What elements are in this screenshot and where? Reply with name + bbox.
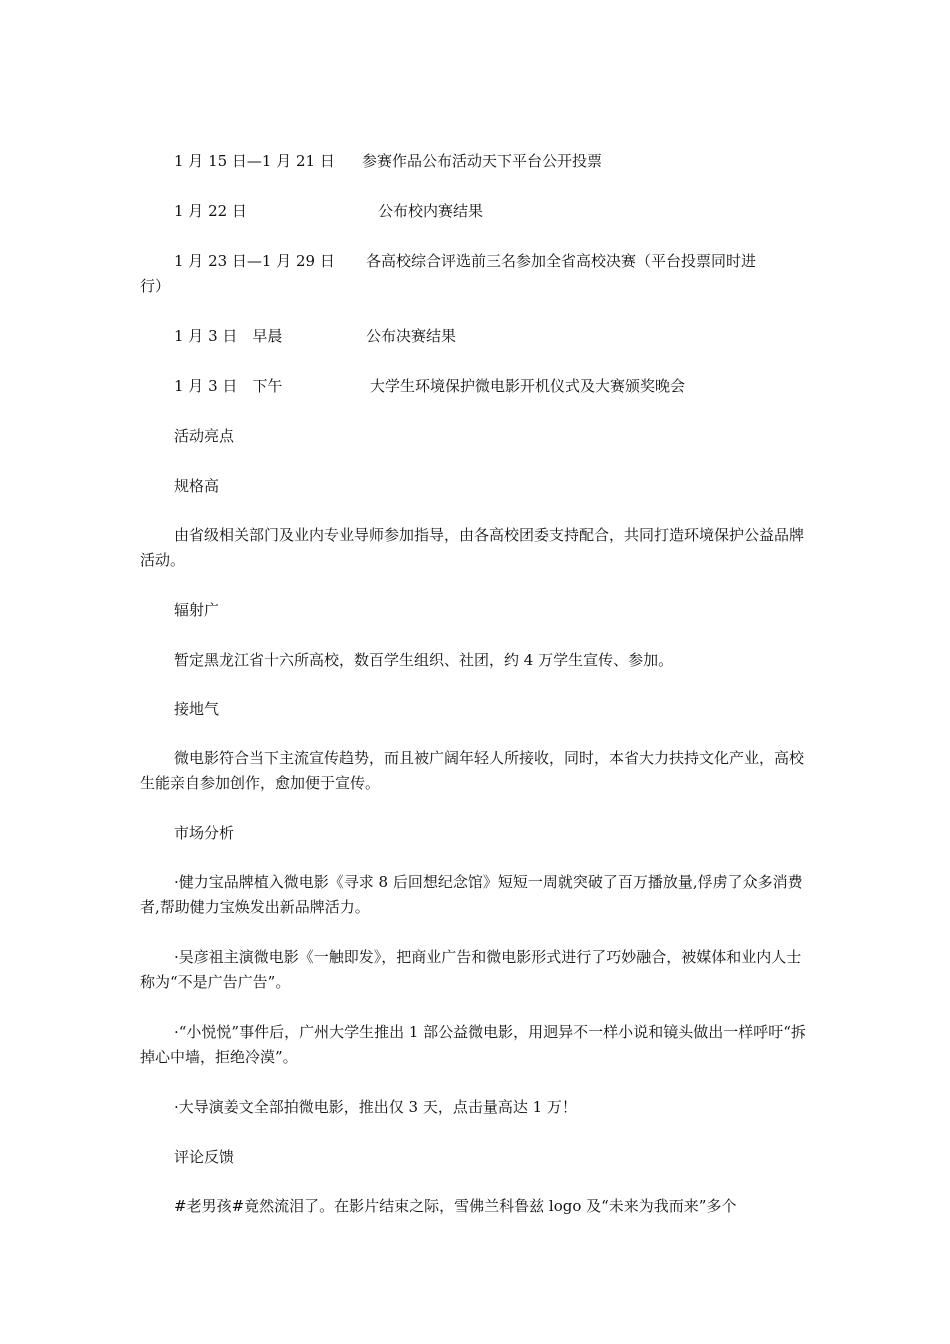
highlight-paragraph-1: 由省级相关部门及业内专业导师参加指导，由各高校团委支持配合，共同打造环境保护公益品牌活动。: [140, 526, 805, 569]
schedule-event-3: 各高校综合评选前三名参加全省高校决赛（平台投票同时进: [366, 252, 757, 270]
market-bullet-1: ·健力宝品牌植入微电影《寻求 8 后回想纪念馆》短短一周就突破了百万播放量,俘虏了众多消费者,帮助健力宝焕发出新品牌活力。: [140, 873, 803, 916]
highlight-heading-1: 规格高: [174, 477, 220, 495]
schedule-date-1: 1 月 15 日—1 月 21 日: [174, 152, 335, 170]
market-bullet-2: ·吴彦祖主演微电影《一触即发》，把商业广告和微电影形式进行了巧妙融合，被媒体和业内人士称为“不是广告广告”。: [140, 948, 802, 991]
schedule-event-5: 大学生环境保护微电影开机仪式及大赛颁奖晚会: [370, 377, 686, 395]
schedule-date-2: 1 月 22 日: [174, 202, 247, 220]
feedback-paragraph-1: #老男孩#竟然流泪了。在影片结束之际，雪佛兰科鲁兹 logo 及“未来为我而来”多个: [174, 1197, 737, 1215]
highlight-heading-3: 接地气: [174, 700, 220, 718]
section-title-market: 市场分析: [174, 824, 235, 842]
section-title-feedback: 评论反馈: [174, 1148, 235, 1166]
schedule-event-2: 公布校内赛结果: [378, 202, 484, 220]
schedule-event-4: 公布决赛结果: [366, 327, 457, 345]
schedule-event-1: 参赛作品公布活动天下平台公开投票: [362, 152, 603, 170]
market-bullet-3: ·“小悦悦”事件后，广州大学生推出 1 部公益微电影，用迥异不一样小说和镜头做出一样呼吁“拆掉心中墙，拒绝冷漠”。: [140, 1023, 806, 1066]
highlight-paragraph-2: 暂定黑龙江省十六所高校，数百学生组织、社团，约 4 万学生宣传、参加。: [174, 651, 674, 669]
highlight-paragraph-3: 微电影符合当下主流宣传趋势，而且被广阔年轻人所接收，同时，本省大力扶持文化产业，高校生能亲自参加创作，愈加便于宣传。: [140, 749, 805, 792]
schedule-event-3-cont: 行）: [140, 277, 171, 295]
schedule-date-4: 1 月 3 日 早晨: [174, 327, 283, 345]
schedule-date-5: 1 月 3 日 下午: [174, 377, 283, 395]
highlight-heading-2: 辐射广: [174, 601, 220, 619]
market-bullet-4: ·大导演姜文全部拍微电影，推出仅 3 天，点击量高达 1 万！: [174, 1098, 577, 1116]
section-title-highlights: 活动亮点: [174, 427, 235, 445]
schedule-date-3: 1 月 23 日—1 月 29 日: [174, 252, 335, 270]
